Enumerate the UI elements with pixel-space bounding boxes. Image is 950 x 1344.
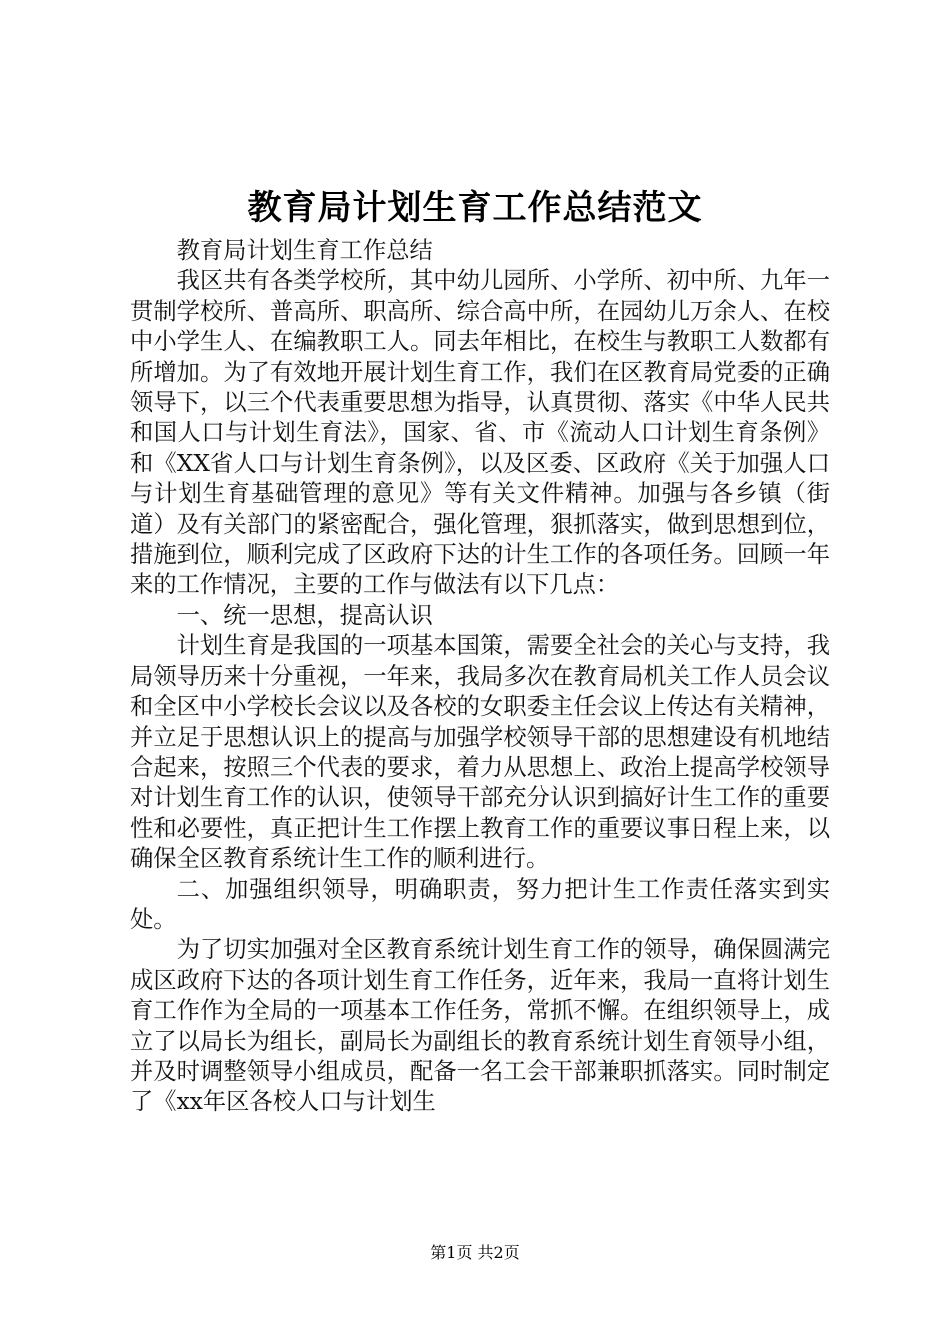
page-footer: 第1页 共2页 bbox=[430, 1243, 520, 1262]
section-heading-2: 二、加强组织领导，明确职责，努力把计生工作责任落实到实处。 bbox=[130, 875, 830, 933]
document-title: 教育局计划生育工作总结范文 bbox=[247, 188, 703, 228]
section-heading-1: 一、统一思想，提高认识 bbox=[176, 601, 433, 629]
subtitle-paragraph: 教育局计划生育工作总结 bbox=[176, 237, 433, 264]
section-2-paragraph: 为了切实加强对全区教育系统计划生育工作的领导，确保圆满完成区政府下达的各项计划生育工作任务，近年来，我局一直将计划生育工作作为全局的一项基本工作任务，常抓不懈。在组织领导上，成立了以局长为组长，副局长为副组长的教育系统计划生育领导小组，并及时调整领导小组成员，配备一名工会干部兼职抓落实。同时制定了《xx年区各校人口与计划生 bbox=[130, 936, 830, 1116]
intro-paragraph: 我区共有各类学校所，其中幼儿园所、小学所、初中所、九年一贯制学校所、普高所、职高所、综合高中所，在园幼儿万余人、在校中小学生人、在编教职工人。同去年相比，在校生与教职工人数都有所增加。为了有效地开展计划生育工作，我们在区教育局党委的正确领导下，以三个代表重要思想为指导，认真贯彻、落实《中华人民共和国人口与计划生育法》，国家、省、市《流动人口计划生育条例》和《XX省人口与计划生育条例》，以及区委、区政府《关于加强人口与计划生育基础管理的意见》等有关文件精神。加强与各乡镇（街道）及有关部门的紧密配合，强化管理，狠抓落实，做到思想到位，措施到位，顺利完成了区政府下达的计生工作的各项任务。回顾一年来的工作情况，主要的工作与做法有以下几点： bbox=[130, 267, 830, 599]
document-body bbox=[130, 236, 830, 1118]
section-1-paragraph: 计划生育是我国的一项基本国策，需要全社会的关心与支持，我局领导历来十分重视，一年来，我局多次在教育局机关工作人员会议和全区中小学校长会议以及各校的女职委主任会议上传达有关精神，并立足于思想认识上的提高与加强学校领导干部的思想建设有机地结合起来，按照三个代表的要求，着力从思想上、政治上提高学校领导对计划生育工作的认识，使领导干部充分认识到搞好计生工作的重要性和必要性，真正把计生工作摆上教育工作的重要议事日程上来，以确保全区教育系统计生工作的顺利进行。 bbox=[130, 632, 830, 873]
